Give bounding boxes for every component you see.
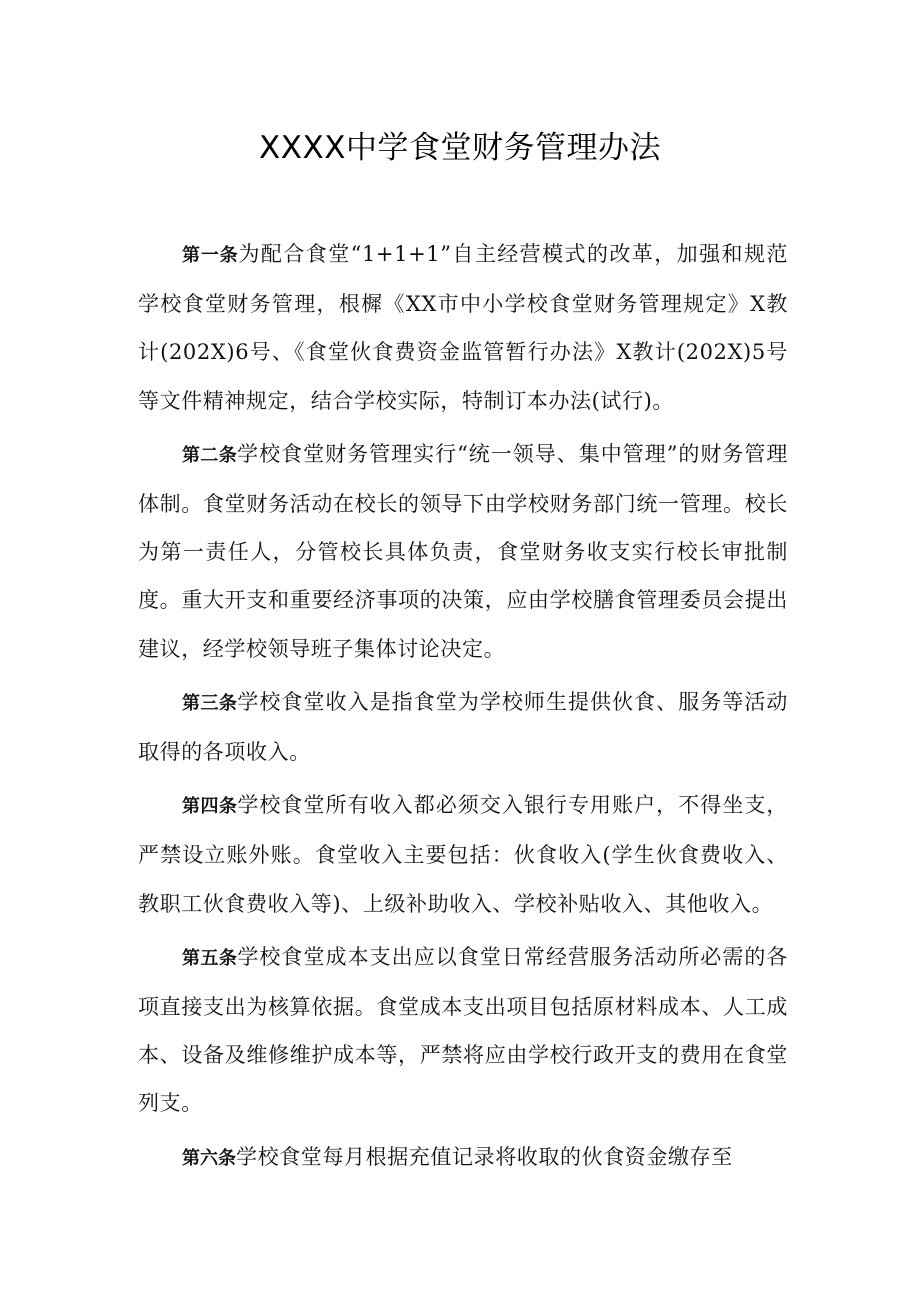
article-3 [138, 678, 788, 776]
article-label: 第五条 [182, 947, 238, 969]
article-2 [138, 430, 788, 673]
document-title: XXXX中学食堂财务管理办法 [259, 130, 661, 166]
article-text: 为配合食堂“1+1+1”自主经营模式的改革，加强和规范学校食堂财务管理，根樨《XX市中小学校食堂财务管理规定》X教计(202X)6号、《食堂伙食费资金监管暂行办法》X教计(202X)5号等文件精神规定，结合学校实际，特制订本办法(试行)。 [138, 242, 788, 413]
article-label: 第六条 [182, 1147, 236, 1169]
article-label: 第四条 [182, 796, 238, 818]
article-text: 学校食堂每月根据充值记录将收取的伙食资金缴存至 [236, 1144, 733, 1169]
article-4 [138, 781, 788, 928]
article-1 [138, 230, 788, 425]
article-6 [138, 1133, 788, 1183]
article-text: 学校食堂收入是指食堂为学校师生提供伙食、服务等活动取得的各项收入。 [138, 689, 789, 765]
article-text: 学校食堂所有收入都必须交入银行专用账户，不得坐支，严禁设立账外账。食堂收入主要包括：伙食收入(学生伙食费收入、教职工伙食费收入等)、上级补助收入、学校补贴收入、其他收入。 [138, 793, 789, 916]
article-label: 第二条 [182, 444, 238, 466]
document-body [138, 230, 788, 1188]
article-text: 学校食堂成本支出应以食堂日常经营服务活动所必需的各项直接支出为核算依据。食堂成本支出项目包括原材料成本、人工成本、设备及维修维护成本等，严禁将应由学校行政开支的费用在食堂列支。 [138, 944, 789, 1116]
article-text: 学校食堂财务管理实行“统一领导、集中管理”的财务管理体制。食堂财务活动在校长的领导下由学校财务部门统一管理。校长为第一责任人，分管校长具体负责，食堂财务收支实行校长审批制度。重大开支和重要经济事项的决策，应由学校膳食管理委员会提出建议，经学校领导班子集体讨论决定。 [138, 441, 788, 661]
article-label: 第三条 [182, 692, 238, 714]
article-label: 第一条 [182, 245, 239, 266]
article-5 [138, 933, 788, 1128]
